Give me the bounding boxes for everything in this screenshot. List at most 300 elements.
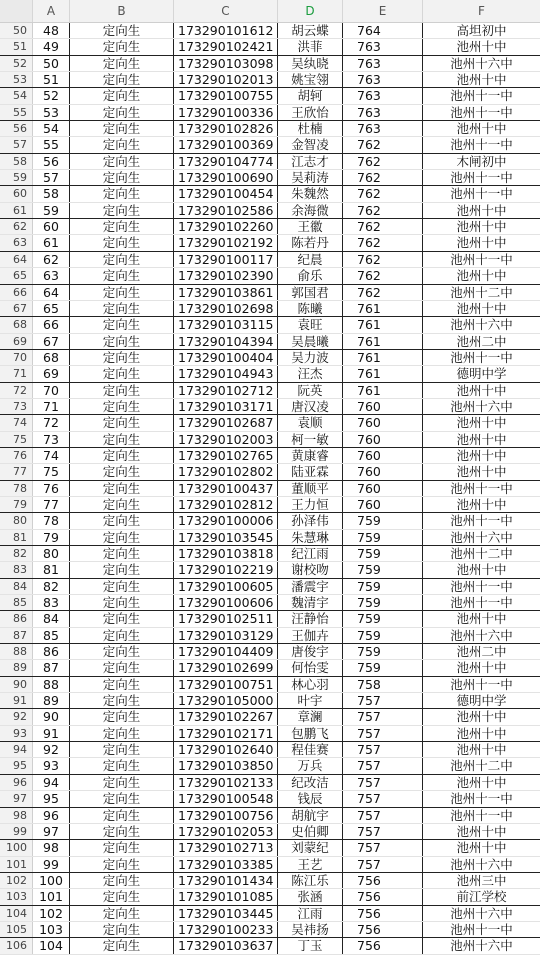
cell-e-score[interactable]: 762 bbox=[343, 203, 423, 218]
cell-c-exam-id[interactable]: 173290102133 bbox=[174, 775, 278, 790]
cell-a-rank[interactable]: 81 bbox=[33, 562, 70, 577]
cell-c-exam-id[interactable]: 173290103385 bbox=[174, 857, 278, 872]
cell-e-score[interactable]: 756 bbox=[343, 922, 423, 937]
cell-c-exam-id[interactable]: 173290100437 bbox=[174, 481, 278, 496]
cell-a-rank[interactable]: 61 bbox=[33, 235, 70, 250]
cell-f-school[interactable]: 池州十六中 bbox=[450, 938, 513, 954]
cell-c-exam-id[interactable]: 173290100755 bbox=[174, 88, 278, 103]
cell-f-school[interactable]: 池州十中 bbox=[456, 464, 507, 480]
cell-e-score[interactable]: 759 bbox=[343, 579, 423, 594]
cell-f-school[interactable]: 池州十中 bbox=[456, 382, 507, 398]
cell-e-score[interactable]: 759 bbox=[343, 660, 423, 675]
row-number[interactable]: 56 bbox=[0, 121, 33, 136]
cell-d-name[interactable]: 余海微 bbox=[278, 203, 343, 218]
cell-b-type[interactable]: 定向生 bbox=[70, 922, 174, 937]
cell-f-school[interactable]: 池州十中 bbox=[456, 742, 507, 758]
cell-b-type[interactable]: 定向生 bbox=[70, 889, 174, 904]
cell-f-school[interactable]: 池州十中 bbox=[456, 415, 507, 431]
row-number[interactable]: 100 bbox=[0, 840, 33, 855]
row-number[interactable]: 63 bbox=[0, 235, 33, 250]
cell-d-name[interactable]: 纪改洁 bbox=[278, 775, 343, 790]
cell-c-exam-id[interactable]: 173290102802 bbox=[174, 464, 278, 479]
cell-b-type[interactable]: 定向生 bbox=[70, 350, 174, 365]
cell-e-score[interactable]: 759 bbox=[343, 513, 423, 528]
cell-d-name[interactable]: 陆亚霖 bbox=[278, 464, 343, 479]
cell-e-score[interactable]: 756 bbox=[343, 889, 423, 904]
row-number[interactable]: 60 bbox=[0, 186, 33, 201]
cell-d-name[interactable]: 江志才 bbox=[278, 154, 343, 169]
cell-c-exam-id[interactable]: 173290100690 bbox=[174, 170, 278, 185]
cell-f-school[interactable]: 池州十中 bbox=[456, 300, 507, 316]
cell-a-rank[interactable]: 95 bbox=[33, 791, 70, 806]
cell-a-rank[interactable]: 80 bbox=[33, 546, 70, 561]
cell-f-school[interactable]: 木闸初中 bbox=[456, 153, 507, 169]
cell-a-rank[interactable]: 90 bbox=[33, 709, 70, 724]
cell-a-rank[interactable]: 101 bbox=[33, 889, 70, 904]
cell-c-exam-id[interactable]: 173290100454 bbox=[174, 186, 278, 201]
cell-c-exam-id[interactable]: 173290103115 bbox=[174, 317, 278, 332]
cell-b-type[interactable]: 定向生 bbox=[70, 121, 174, 136]
cell-c-exam-id[interactable]: 173290103861 bbox=[174, 285, 278, 300]
row-number[interactable]: 61 bbox=[0, 203, 33, 218]
cell-a-rank[interactable]: 74 bbox=[33, 448, 70, 463]
cell-b-type[interactable]: 定向生 bbox=[70, 742, 174, 757]
cell-f-school[interactable]: 池州十一中 bbox=[450, 513, 513, 529]
row-number[interactable]: 77 bbox=[0, 464, 33, 479]
cell-a-rank[interactable]: 78 bbox=[33, 513, 70, 528]
row-number[interactable]: 92 bbox=[0, 709, 33, 724]
cell-d-name[interactable]: 汪杰 bbox=[278, 366, 343, 381]
row-number[interactable]: 99 bbox=[0, 824, 33, 839]
cell-d-name[interactable]: 胡云蝶 bbox=[278, 23, 343, 38]
row-number[interactable]: 104 bbox=[0, 906, 33, 921]
cell-c-exam-id[interactable]: 173290103637 bbox=[174, 938, 278, 953]
cell-c-exam-id[interactable]: 173290102713 bbox=[174, 840, 278, 855]
cell-d-name[interactable]: 袁旺 bbox=[278, 317, 343, 332]
cell-c-exam-id[interactable]: 173290102712 bbox=[174, 383, 278, 398]
cell-d-name[interactable]: 柯一敏 bbox=[278, 432, 343, 447]
row-number[interactable]: 86 bbox=[0, 611, 33, 626]
cell-b-type[interactable]: 定向生 bbox=[70, 808, 174, 823]
cell-a-rank[interactable]: 60 bbox=[33, 219, 70, 234]
cell-e-score[interactable]: 756 bbox=[343, 873, 423, 888]
row-number[interactable]: 57 bbox=[0, 137, 33, 152]
cell-a-rank[interactable]: 62 bbox=[33, 252, 70, 267]
cell-a-rank[interactable]: 89 bbox=[33, 693, 70, 708]
cell-c-exam-id[interactable]: 173290100369 bbox=[174, 137, 278, 152]
cell-b-type[interactable]: 定向生 bbox=[70, 562, 174, 577]
cell-e-score[interactable]: 760 bbox=[343, 432, 423, 447]
cell-c-exam-id[interactable]: 173290100404 bbox=[174, 350, 278, 365]
row-number[interactable]: 84 bbox=[0, 579, 33, 594]
cell-e-score[interactable]: 760 bbox=[343, 497, 423, 512]
cell-b-type[interactable]: 定向生 bbox=[70, 840, 174, 855]
cell-b-type[interactable]: 定向生 bbox=[70, 154, 174, 169]
cell-e-score[interactable]: 756 bbox=[343, 938, 423, 953]
cell-d-name[interactable]: 朱魏然 bbox=[278, 186, 343, 201]
cell-e-score[interactable]: 757 bbox=[343, 758, 423, 773]
cell-f-school[interactable]: 池州二中 bbox=[456, 644, 507, 660]
cell-d-name[interactable]: 郭国君 bbox=[278, 285, 343, 300]
row-number[interactable]: 106 bbox=[0, 938, 33, 953]
cell-a-rank[interactable]: 94 bbox=[33, 775, 70, 790]
cell-c-exam-id[interactable]: 173290102826 bbox=[174, 121, 278, 136]
row-number[interactable]: 54 bbox=[0, 88, 33, 103]
cell-a-rank[interactable]: 71 bbox=[33, 399, 70, 414]
cell-c-exam-id[interactable]: 173290102812 bbox=[174, 497, 278, 512]
cell-b-type[interactable]: 定向生 bbox=[70, 252, 174, 267]
cell-f-school[interactable]: 池州十中 bbox=[456, 611, 507, 627]
cell-b-type[interactable]: 定向生 bbox=[70, 56, 174, 71]
cell-d-name[interactable]: 黄康睿 bbox=[278, 448, 343, 463]
row-number[interactable]: 53 bbox=[0, 72, 33, 87]
cell-b-type[interactable]: 定向生 bbox=[70, 334, 174, 349]
row-number[interactable]: 105 bbox=[0, 922, 33, 937]
cell-a-rank[interactable]: 84 bbox=[33, 611, 70, 626]
cell-e-score[interactable]: 762 bbox=[343, 154, 423, 169]
cell-b-type[interactable]: 定向生 bbox=[70, 938, 174, 953]
cell-e-score[interactable]: 757 bbox=[343, 726, 423, 741]
row-number[interactable]: 65 bbox=[0, 268, 33, 283]
cell-f-school[interactable]: 池州十中 bbox=[456, 235, 507, 251]
cell-b-type[interactable]: 定向生 bbox=[70, 219, 174, 234]
cell-a-rank[interactable]: 54 bbox=[33, 121, 70, 136]
cell-b-type[interactable]: 定向生 bbox=[70, 415, 174, 430]
cell-d-name[interactable]: 纪江雨 bbox=[278, 546, 343, 561]
cell-d-name[interactable]: 姚宝翎 bbox=[278, 72, 343, 87]
cell-d-name[interactable]: 谢校吻 bbox=[278, 562, 343, 577]
cell-c-exam-id[interactable]: 173290104774 bbox=[174, 154, 278, 169]
cell-d-name[interactable]: 王欣怡 bbox=[278, 105, 343, 120]
cell-c-exam-id[interactable]: 173290103545 bbox=[174, 530, 278, 545]
cell-b-type[interactable]: 定向生 bbox=[70, 464, 174, 479]
cell-a-rank[interactable]: 98 bbox=[33, 840, 70, 855]
cell-c-exam-id[interactable]: 173290105000 bbox=[174, 693, 278, 708]
cell-a-rank[interactable]: 72 bbox=[33, 415, 70, 430]
cell-f-school[interactable]: 池州十中 bbox=[456, 447, 507, 463]
cell-b-type[interactable]: 定向生 bbox=[70, 677, 174, 692]
cell-d-name[interactable]: 吴纨晓 bbox=[278, 56, 343, 71]
cell-d-name[interactable]: 陈曦 bbox=[278, 301, 343, 316]
cell-b-type[interactable]: 定向生 bbox=[70, 72, 174, 87]
cell-f-school[interactable]: 高坦初中 bbox=[456, 23, 507, 38]
cell-c-exam-id[interactable]: 173290102511 bbox=[174, 611, 278, 626]
cell-f-school[interactable]: 池州十六中 bbox=[450, 627, 513, 643]
cell-f-school[interactable]: 池州十六中 bbox=[450, 856, 513, 872]
cell-d-name[interactable]: 丁玉 bbox=[278, 938, 343, 953]
cell-f-school[interactable]: 池州十中 bbox=[456, 660, 507, 676]
cell-d-name[interactable]: 吴祎扬 bbox=[278, 922, 343, 937]
cell-a-rank[interactable]: 77 bbox=[33, 497, 70, 512]
cell-c-exam-id[interactable]: 173290100606 bbox=[174, 595, 278, 610]
cell-c-exam-id[interactable]: 173290102260 bbox=[174, 219, 278, 234]
cell-b-type[interactable]: 定向生 bbox=[70, 88, 174, 103]
cell-f-school[interactable]: 池州十一中 bbox=[450, 595, 513, 611]
cell-f-school[interactable]: 池州十中 bbox=[456, 39, 507, 55]
cell-e-score[interactable]: 758 bbox=[343, 677, 423, 692]
row-number[interactable]: 88 bbox=[0, 644, 33, 659]
cell-f-school[interactable]: 池州三中 bbox=[456, 872, 507, 888]
cell-e-score[interactable]: 762 bbox=[343, 252, 423, 267]
cell-a-rank[interactable]: 63 bbox=[33, 268, 70, 283]
cell-b-type[interactable]: 定向生 bbox=[70, 235, 174, 250]
cell-b-type[interactable]: 定向生 bbox=[70, 530, 174, 545]
column-header-e[interactable]: E bbox=[343, 0, 423, 22]
row-number[interactable]: 72 bbox=[0, 383, 33, 398]
cell-d-name[interactable]: 江雨 bbox=[278, 906, 343, 921]
cell-d-name[interactable]: 孙泽伟 bbox=[278, 513, 343, 528]
cell-d-name[interactable]: 唐俊宇 bbox=[278, 644, 343, 659]
cell-a-rank[interactable]: 82 bbox=[33, 579, 70, 594]
cell-e-score[interactable]: 760 bbox=[343, 448, 423, 463]
cell-b-type[interactable]: 定向生 bbox=[70, 579, 174, 594]
cell-b-type[interactable]: 定向生 bbox=[70, 906, 174, 921]
cell-a-rank[interactable]: 83 bbox=[33, 595, 70, 610]
cell-d-name[interactable]: 吴晨曦 bbox=[278, 334, 343, 349]
cell-a-rank[interactable]: 96 bbox=[33, 808, 70, 823]
row-number[interactable]: 70 bbox=[0, 350, 33, 365]
cell-f-school[interactable]: 池州十中 bbox=[456, 709, 507, 725]
cell-b-type[interactable]: 定向生 bbox=[70, 660, 174, 675]
cell-d-name[interactable]: 袁顺 bbox=[278, 415, 343, 430]
cell-f-school[interactable]: 池州十六中 bbox=[450, 55, 513, 71]
cell-b-type[interactable]: 定向生 bbox=[70, 726, 174, 741]
cell-d-name[interactable]: 俞乐 bbox=[278, 268, 343, 283]
cell-f-school[interactable]: 前江学校 bbox=[456, 889, 507, 905]
cell-c-exam-id[interactable]: 173290102699 bbox=[174, 660, 278, 675]
cell-f-school[interactable]: 池州十六中 bbox=[450, 317, 513, 333]
cell-d-name[interactable]: 章澜 bbox=[278, 709, 343, 724]
cell-c-exam-id[interactable]: 173290100336 bbox=[174, 105, 278, 120]
column-header-d[interactable]: D bbox=[278, 0, 343, 22]
cell-a-rank[interactable]: 52 bbox=[33, 88, 70, 103]
cell-a-rank[interactable]: 93 bbox=[33, 758, 70, 773]
cell-f-school[interactable]: 池州十一中 bbox=[450, 676, 513, 692]
cell-e-score[interactable]: 764 bbox=[343, 23, 423, 38]
cell-e-score[interactable]: 759 bbox=[343, 611, 423, 626]
cell-e-score[interactable]: 762 bbox=[343, 186, 423, 201]
row-number[interactable]: 59 bbox=[0, 170, 33, 185]
cell-f-school[interactable]: 池州十六中 bbox=[450, 398, 513, 414]
cell-d-name[interactable]: 胡航宇 bbox=[278, 808, 343, 823]
cell-b-type[interactable]: 定向生 bbox=[70, 611, 174, 626]
cell-e-score[interactable]: 763 bbox=[343, 105, 423, 120]
cell-a-rank[interactable]: 102 bbox=[33, 906, 70, 921]
cell-b-type[interactable]: 定向生 bbox=[70, 170, 174, 185]
cell-a-rank[interactable]: 65 bbox=[33, 301, 70, 316]
cell-a-rank[interactable]: 68 bbox=[33, 350, 70, 365]
cell-a-rank[interactable]: 76 bbox=[33, 481, 70, 496]
cell-b-type[interactable]: 定向生 bbox=[70, 873, 174, 888]
cell-e-score[interactable]: 760 bbox=[343, 464, 423, 479]
row-number[interactable]: 90 bbox=[0, 677, 33, 692]
row-number[interactable]: 97 bbox=[0, 791, 33, 806]
cell-e-score[interactable]: 762 bbox=[343, 268, 423, 283]
cell-b-type[interactable]: 定向生 bbox=[70, 399, 174, 414]
cell-f-school[interactable]: 池州十一中 bbox=[450, 186, 513, 202]
row-number[interactable]: 73 bbox=[0, 399, 33, 414]
row-number[interactable]: 103 bbox=[0, 889, 33, 904]
cell-f-school[interactable]: 池州十一中 bbox=[450, 578, 513, 594]
row-number[interactable]: 58 bbox=[0, 154, 33, 169]
cell-e-score[interactable]: 757 bbox=[343, 693, 423, 708]
cell-b-type[interactable]: 定向生 bbox=[70, 105, 174, 120]
cell-b-type[interactable]: 定向生 bbox=[70, 317, 174, 332]
cell-d-name[interactable]: 万兵 bbox=[278, 758, 343, 773]
cell-b-type[interactable]: 定向生 bbox=[70, 39, 174, 54]
cell-a-rank[interactable]: 100 bbox=[33, 873, 70, 888]
cell-c-exam-id[interactable]: 173290100751 bbox=[174, 677, 278, 692]
cell-e-score[interactable]: 762 bbox=[343, 285, 423, 300]
cell-a-rank[interactable]: 50 bbox=[33, 56, 70, 71]
cell-d-name[interactable]: 王艺 bbox=[278, 857, 343, 872]
cell-c-exam-id[interactable]: 173290100756 bbox=[174, 808, 278, 823]
cell-f-school[interactable]: 池州十二中 bbox=[450, 546, 513, 561]
cell-e-score[interactable]: 757 bbox=[343, 775, 423, 790]
cell-c-exam-id[interactable]: 173290101612 bbox=[174, 23, 278, 38]
row-number[interactable]: 62 bbox=[0, 219, 33, 234]
cell-b-type[interactable]: 定向生 bbox=[70, 546, 174, 561]
cell-a-rank[interactable]: 75 bbox=[33, 464, 70, 479]
cell-f-school[interactable]: 池州十一中 bbox=[450, 104, 513, 120]
cell-f-school[interactable]: 池州十中 bbox=[456, 774, 507, 790]
cell-e-score[interactable]: 761 bbox=[343, 350, 423, 365]
row-number[interactable]: 80 bbox=[0, 513, 33, 528]
row-number[interactable]: 68 bbox=[0, 317, 33, 332]
cell-c-exam-id[interactable]: 173290101434 bbox=[174, 873, 278, 888]
cell-e-score[interactable]: 762 bbox=[343, 235, 423, 250]
row-number[interactable]: 55 bbox=[0, 105, 33, 120]
cell-b-type[interactable]: 定向生 bbox=[70, 497, 174, 512]
cell-c-exam-id[interactable]: 173290104943 bbox=[174, 366, 278, 381]
cell-e-score[interactable]: 760 bbox=[343, 399, 423, 414]
cell-b-type[interactable]: 定向生 bbox=[70, 268, 174, 283]
cell-f-school[interactable]: 池州十一中 bbox=[450, 807, 513, 823]
cell-c-exam-id[interactable]: 173290100117 bbox=[174, 252, 278, 267]
cell-d-name[interactable]: 陈若丹 bbox=[278, 235, 343, 250]
cell-c-exam-id[interactable]: 173290102053 bbox=[174, 824, 278, 839]
cell-f-school[interactable]: 池州十一中 bbox=[450, 349, 513, 365]
cell-b-type[interactable]: 定向生 bbox=[70, 137, 174, 152]
cell-b-type[interactable]: 定向生 bbox=[70, 644, 174, 659]
cell-e-score[interactable]: 761 bbox=[343, 383, 423, 398]
cell-b-type[interactable]: 定向生 bbox=[70, 628, 174, 643]
cell-f-school[interactable]: 池州十一中 bbox=[450, 921, 513, 937]
cell-c-exam-id[interactable]: 173290100605 bbox=[174, 579, 278, 594]
cell-b-type[interactable]: 定向生 bbox=[70, 301, 174, 316]
column-header-a[interactable]: A bbox=[33, 0, 70, 22]
cell-a-rank[interactable]: 51 bbox=[33, 72, 70, 87]
cell-a-rank[interactable]: 55 bbox=[33, 137, 70, 152]
cell-b-type[interactable]: 定向生 bbox=[70, 857, 174, 872]
row-number[interactable]: 95 bbox=[0, 758, 33, 773]
cell-f-school[interactable]: 德明中学 bbox=[456, 693, 507, 709]
column-header-c[interactable]: C bbox=[174, 0, 278, 22]
cell-b-type[interactable]: 定向生 bbox=[70, 791, 174, 806]
cell-e-score[interactable]: 759 bbox=[343, 644, 423, 659]
cell-c-exam-id[interactable]: 173290102765 bbox=[174, 448, 278, 463]
cell-f-school[interactable]: 德明中学 bbox=[456, 366, 507, 382]
cell-b-type[interactable]: 定向生 bbox=[70, 383, 174, 398]
cell-c-exam-id[interactable]: 173290102586 bbox=[174, 203, 278, 218]
select-all-corner[interactable] bbox=[0, 0, 33, 22]
cell-e-score[interactable]: 759 bbox=[343, 628, 423, 643]
row-number[interactable]: 101 bbox=[0, 857, 33, 872]
cell-a-rank[interactable]: 64 bbox=[33, 285, 70, 300]
cell-d-name[interactable]: 潘震宇 bbox=[278, 579, 343, 594]
cell-a-rank[interactable]: 88 bbox=[33, 677, 70, 692]
cell-d-name[interactable]: 吴莉涛 bbox=[278, 170, 343, 185]
cell-a-rank[interactable]: 87 bbox=[33, 660, 70, 675]
cell-d-name[interactable]: 钱辰 bbox=[278, 791, 343, 806]
cell-d-name[interactable]: 林心羽 bbox=[278, 677, 343, 692]
cell-f-school[interactable]: 池州十中 bbox=[456, 202, 507, 218]
cell-a-rank[interactable]: 85 bbox=[33, 628, 70, 643]
cell-e-score[interactable]: 762 bbox=[343, 219, 423, 234]
cell-a-rank[interactable]: 53 bbox=[33, 105, 70, 120]
cell-a-rank[interactable]: 73 bbox=[33, 432, 70, 447]
cell-c-exam-id[interactable]: 173290103445 bbox=[174, 906, 278, 921]
cell-a-rank[interactable]: 92 bbox=[33, 742, 70, 757]
cell-c-exam-id[interactable]: 173290100233 bbox=[174, 922, 278, 937]
cell-d-name[interactable]: 程佳赛 bbox=[278, 742, 343, 757]
cell-e-score[interactable]: 763 bbox=[343, 121, 423, 136]
cell-a-rank[interactable]: 86 bbox=[33, 644, 70, 659]
cell-c-exam-id[interactable]: 173290102013 bbox=[174, 72, 278, 87]
cell-c-exam-id[interactable]: 173290101085 bbox=[174, 889, 278, 904]
cell-a-rank[interactable]: 49 bbox=[33, 39, 70, 54]
cell-f-school[interactable]: 池州十二中 bbox=[450, 284, 513, 300]
cell-b-type[interactable]: 定向生 bbox=[70, 186, 174, 201]
row-number[interactable]: 78 bbox=[0, 481, 33, 496]
row-number[interactable]: 98 bbox=[0, 808, 33, 823]
cell-a-rank[interactable]: 97 bbox=[33, 824, 70, 839]
cell-d-name[interactable]: 包鹏飞 bbox=[278, 726, 343, 741]
cell-a-rank[interactable]: 103 bbox=[33, 922, 70, 937]
cell-c-exam-id[interactable]: 173290103129 bbox=[174, 628, 278, 643]
cell-f-school[interactable]: 池州十中 bbox=[456, 840, 507, 856]
row-number[interactable]: 64 bbox=[0, 252, 33, 267]
cell-d-name[interactable]: 金智凌 bbox=[278, 137, 343, 152]
cell-d-name[interactable]: 魏清宇 bbox=[278, 595, 343, 610]
column-header-b[interactable]: B bbox=[70, 0, 174, 22]
cell-a-rank[interactable]: 66 bbox=[33, 317, 70, 332]
cell-a-rank[interactable]: 99 bbox=[33, 857, 70, 872]
cell-b-type[interactable]: 定向生 bbox=[70, 693, 174, 708]
cell-e-score[interactable]: 760 bbox=[343, 415, 423, 430]
cell-f-school[interactable]: 池州十六中 bbox=[450, 529, 513, 545]
cell-d-name[interactable]: 陈江乐 bbox=[278, 873, 343, 888]
cell-e-score[interactable]: 757 bbox=[343, 857, 423, 872]
cell-b-type[interactable]: 定向生 bbox=[70, 758, 174, 773]
cell-f-school[interactable]: 池州十一中 bbox=[450, 170, 513, 186]
row-number[interactable]: 83 bbox=[0, 562, 33, 577]
column-header-f[interactable]: F bbox=[478, 4, 485, 18]
cell-c-exam-id[interactable]: 173290102687 bbox=[174, 415, 278, 430]
cell-b-type[interactable]: 定向生 bbox=[70, 824, 174, 839]
row-number[interactable]: 51 bbox=[0, 39, 33, 54]
row-number[interactable]: 87 bbox=[0, 628, 33, 643]
cell-b-type[interactable]: 定向生 bbox=[70, 513, 174, 528]
cell-e-score[interactable]: 762 bbox=[343, 170, 423, 185]
row-number[interactable]: 52 bbox=[0, 56, 33, 71]
cell-e-score[interactable]: 761 bbox=[343, 334, 423, 349]
cell-d-name[interactable]: 王力恒 bbox=[278, 497, 343, 512]
cell-b-type[interactable]: 定向生 bbox=[70, 203, 174, 218]
cell-f-school[interactable]: 池州十一中 bbox=[450, 480, 513, 496]
cell-b-type[interactable]: 定向生 bbox=[70, 775, 174, 790]
cell-d-name[interactable]: 杜楠 bbox=[278, 121, 343, 136]
